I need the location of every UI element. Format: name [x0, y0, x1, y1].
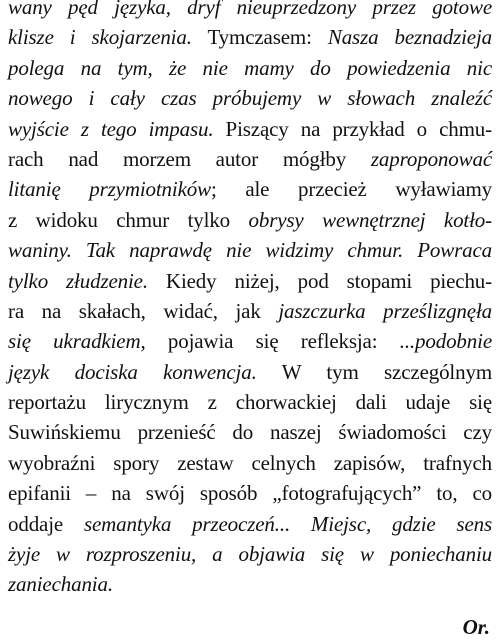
- text-segment: , pojawia się refleksja:: [140, 329, 400, 354]
- text-line: [8, 387, 492, 417]
- text-segment: epifanii – na swój sposób „fotografujących” to, co: [8, 481, 492, 506]
- text-line: [8, 357, 492, 387]
- text-segment: Piszący na przykład o chmu-: [213, 116, 492, 141]
- italic-text: tylko złudzenie.: [8, 268, 148, 293]
- text-line: [8, 22, 492, 52]
- italic-text: ...podobnie: [399, 329, 492, 354]
- text-line: [8, 509, 492, 539]
- text-segment: Tymczasem:: [191, 25, 328, 50]
- text-segment: Suwińskiemu przenieść do naszej świadomości czy: [8, 420, 492, 445]
- text-line: [8, 326, 492, 356]
- italic-text: polega na tym, że nie mamy do powiedzenia nic: [8, 55, 492, 80]
- italic-text: żyje w rozproszeniu, a objawia się w poniechaniu: [8, 542, 492, 567]
- text-line: [8, 478, 492, 508]
- text-line: [8, 235, 492, 265]
- italic-text: litanię przymiotników: [8, 177, 211, 202]
- italic-text: wany pęd języka, dryf nieuprzedzony przez gotowe: [8, 0, 492, 19]
- text-segment: oddaje: [8, 511, 84, 536]
- italic-text: Nasza beznadzieja: [327, 25, 492, 50]
- text-segment: rach nad morzem autor mógłby: [8, 146, 371, 171]
- text-line: [8, 0, 492, 22]
- text-segment: ra na skałach, widać, jak: [8, 298, 279, 323]
- italic-text: nowego i cały czas próbujemy w słowach znaleźć: [8, 86, 492, 111]
- italic-text: język dociska konwencja.: [8, 359, 257, 384]
- text-segment: ; ale przecież wyławiamy: [210, 177, 493, 202]
- text-line: [8, 114, 492, 144]
- italic-text: jaszczurka prześlizgnęła: [278, 298, 492, 323]
- text-line: [8, 53, 492, 83]
- text-segment: wyobraźni spory zestaw celnych zapisów, trafnych: [8, 450, 492, 475]
- text-segment: reportażu lirycznym z chorwackiej dali udaje się: [8, 390, 492, 415]
- italic-text: się ukradkiem: [8, 329, 141, 354]
- text-line: [8, 83, 492, 113]
- italic-text: semantyka przeoczeń... Miejsc, gdzie sens: [83, 511, 492, 536]
- text-line: [8, 296, 492, 326]
- text-line: [8, 539, 492, 569]
- italic-text: klisze i skojarzenia.: [8, 25, 192, 50]
- text-segment: W tym szczególnym: [256, 359, 493, 384]
- italic-text: zaniechania.: [8, 572, 113, 597]
- text-line: [8, 144, 492, 174]
- italic-text: zaproponować: [370, 146, 492, 171]
- text-line: [8, 266, 492, 296]
- italic-text: wyjście z tego impasu.: [8, 116, 214, 141]
- body-text: [8, 0, 492, 600]
- text-segment: z widoku chmur tylko: [8, 207, 249, 232]
- italic-text: obrysy wewnętrznej kotło-: [248, 207, 492, 232]
- author-signature: Or.: [462, 614, 490, 639]
- text-line: [8, 569, 492, 599]
- text-line: [8, 205, 492, 235]
- italic-text: waniny. Tak naprawdę nie widzimy chmur. Powraca: [8, 238, 492, 263]
- text-line: [8, 417, 492, 447]
- text-segment: Kiedy niżej, pod stopami piechu-: [147, 268, 492, 293]
- text-line: [8, 448, 492, 478]
- text-line: [8, 174, 492, 204]
